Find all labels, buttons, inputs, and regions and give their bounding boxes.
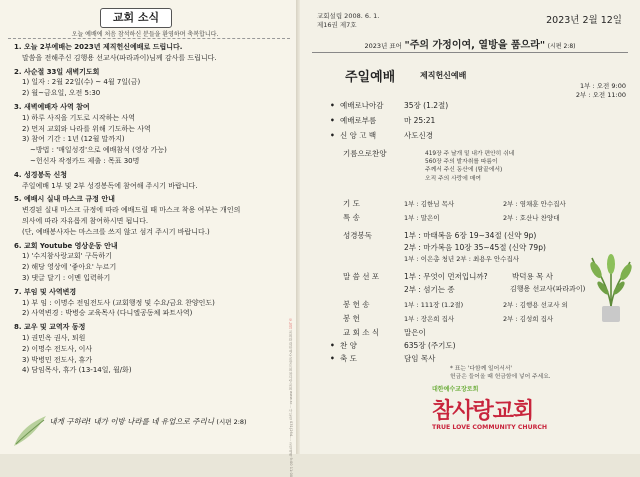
volume-number: 제16권 제7호 [317,21,357,29]
news-item-heading: 5. 예배시 실내 마스크 규정 안내 [14,195,115,204]
side-print-prefix: 오늘의 [289,318,293,329]
prayer-2: 2부 : 염채훈 안수집사 [503,200,566,208]
news-item-line: 1) 일자 : 2월 22일(수) ~ 4월 7일(금) [22,78,141,87]
footnote [300,365,640,381]
news-item-line: 2) 해당 영상에 '좋아요' 누르기 [22,263,117,272]
church-logo: 참사랑교회 [432,399,534,424]
news-item-line: 4) 담임목사, 휴가 (13-14일, 월/화) [22,366,132,375]
church-news-value: 말은이 [404,328,426,337]
worship-title: 주일예배 [345,70,396,85]
news-item-line: 주일예배 1부 및 2부 성경봉독에 참여해 주시기 바랍니다. [22,181,198,190]
hymn-value: 635장 (주기도) [404,341,456,350]
side-print [284,318,294,477]
prayer-1: 1부 : 김한님 목사 [404,200,455,208]
welcome-text: 오늘 예배에 처음 참석하신 분들을 환영하며 축복합니다. [71,31,219,38]
special-song-2: 2부 : 호산나 찬양대 [503,214,560,222]
hymn-line: 419장 주 날개 밑 내가 편안히 쉬네 [425,151,515,157]
praise-label: 기름으로찬양 [343,149,387,158]
hymn-label: 찬 양 [340,341,357,350]
offering-1: 1부 : 111장 (1.2절) [404,301,464,309]
news-item-heading: 7. 부임 및 사역변경 [14,287,77,296]
verse [0,416,296,427]
news-item-line: 1) 권민옥 권사, 퇴원 [22,333,86,342]
news-item-heading: 8. 교우 및 교역자 동정 [14,323,86,332]
news-item-line: 2) 이명수 전도사, 이사 [22,344,93,353]
scripture-label: 성경봉독 [343,231,372,240]
benediction-value: 담임 목사 [404,354,436,363]
hymn-line: 오직 주의 사랑에 매여 [425,175,481,182]
offering-2: 2부 : 김행용 선교사 외 [503,301,568,309]
scripture-2: 2부 : 마가복음 10장 35~45절 (신약 79p) [404,243,546,252]
news-list [14,42,290,379]
news-item-line: 변경된 실내 마스크 규정에 따라 예배드릴 때 마스크 착용 여부는 개인의 [22,206,241,215]
news-item-line: 1) 부 임 : 이명수 전임전도사 (교회행정 및 수요/금요 찬양인도) [22,298,215,307]
sermon-preacher-1: 박덕용 목 사 [512,272,553,281]
news-item-heading: 6. 교회 Youtube 영상운동 안내 [14,241,118,250]
news-item-heading: 1. 오늘 2부예배는 2023년 제직헌신예배로 드립니다. [14,43,183,51]
order-row [330,115,376,126]
worship-subtitle: 제직헌신예배 [420,71,467,80]
hymn-row [330,340,357,351]
scripture-readers: 1부 : 이은총 청년 2부 : 최용우 안수집사 [404,255,520,263]
benediction-row [330,353,357,364]
news-item-heading: 2. 사순절 33일 새벽기도회 [14,67,100,76]
special-song-label: 특 송 [343,213,360,222]
news-item-line: ~방법 : '매일성경'으로 예배참석 (영상 가능) [30,146,167,155]
service-time-2: 2부 : 오전 11:00 [575,91,626,99]
divider [8,38,290,39]
hymn-line: 주께서 주신 동산에 (탐끝에서) [425,167,503,174]
order-label: 예배로부름 [340,116,377,125]
sermon-title-1: 1부 : 무엇이 먼저입니까? [404,272,488,281]
bullet: • [330,131,335,140]
order-label: 신 앙 고 백 [340,131,377,140]
bullet: • [330,101,335,110]
news-item-line: 2) 먼저 교회와 나라를 위해 기도하는 사역 [22,124,151,133]
news-item-line: 1) 하루 사직을 기도로 시작하는 사역 [22,113,135,122]
news-item-heading: 3. 새벽예배자 사역 참여 [14,102,90,111]
dedication-1: 1부 : 장은희 집사 [404,315,455,323]
scripture-1: 1부 : 마태복음 6장 19~34절 (신약 9p) [404,231,537,240]
sermon-preacher-2: 김행용 선교사(파라과이) [510,285,586,293]
motto [300,36,640,51]
denomination: 대한예수교장로회 [432,386,479,393]
order-value: 35장 (1.2절) [404,101,449,110]
hymn-line: 560장 주의 발자취를 따름이 [425,159,498,166]
news-item-line: 1) '수지참사랑교회' 구독하기 [22,252,112,261]
side-print-text: 교회와 대한예수교장로회 참사랑교회 www.sc... 사무실 031)264-... 주일예배 9:00 11:00 [289,329,293,477]
bulletin-date: 2023년 2월 12일 [546,15,622,26]
order-label: 예배로나아감 [340,101,384,110]
news-item-heading: 4. 성경봉독 신청 [14,170,67,179]
spacer [14,376,290,379]
bullet: • [330,116,335,125]
motto-ref: (시편 2:8) [547,43,576,50]
news-item-line: 2) 월~금요일, 오전 5:30 [22,89,101,98]
benediction-label: 축 도 [340,354,357,363]
news-item-line: 말씀을 전해주신 김행용 선교사(파라과이)님께 감사를 드립니다. [22,53,217,62]
news-item-line: 2) 사역변경 : 박병승 교육목사 (다니엘공동체 파트사역) [22,309,193,318]
order-row [330,130,376,141]
news-item-line: (단, 예배봉사자는 마스크를 쓰지 않고 섬겨 주시기 바랍니다.) [22,227,210,236]
founded-date: 교회설립 2008. 6. 1. [317,12,380,20]
footnote-1: * 표는 '다함께 일어서서' [450,366,513,372]
news-item-line: ~헌신자 작정카드 제출 : 목표 30명 [30,156,140,165]
plant-icon [588,250,634,326]
news-item-line: 3) 박병민 전도사, 휴가 [22,355,93,364]
verse-text: 내게 구하라! 내가 이방 나라를 네 유업으로 주리니 [49,417,215,426]
news-title: 교회 소식 [100,8,172,28]
news-item-line: 3) 참여 기간 : 1년 (12월 말까지) [22,135,125,144]
worship-times [576,82,626,100]
verse-ref: (시편 2:8) [216,418,247,426]
issue-info [317,12,379,30]
footnote-2: 헌금은 들어올 때 헌금함에 넣어 주세요. [450,374,551,380]
prayer-label: 기 도 [343,199,360,208]
bullet: • [330,354,335,363]
order-value: 마 25:21 [404,116,436,125]
offering-label: 봉 헌 송 [343,300,370,309]
service-time-1: 1부 : 오전 9:00 [580,82,626,90]
dedication-2: 2부 : 김성희 집사 [503,315,554,323]
news-item-line: 의사에 따라 자유롭게 참여하시면 됩니다. [22,216,149,225]
bullet: • [330,341,335,350]
special-song-1: 1부 : 말은이 [404,214,440,222]
hymn-list [425,150,514,183]
sermon-title-2: 2부 : 섬기는 종 [404,285,455,294]
order-row [330,100,383,111]
order-value: 사도신경 [404,131,433,140]
dedication-label: 봉 헌 [343,314,360,323]
divider [312,52,628,53]
church-news-label: 교 회 소 식 [343,328,380,337]
church-english-name: TRUE LOVE COMMUNITY CHURCH [432,424,548,431]
sermon-label: 말 씀 선 포 [343,272,380,281]
news-item-line: 3) 댓글 달기 : 이멘 입력하기 [22,273,111,282]
motto-text: "주의 가정이여, 열방을 품으라" [404,40,546,51]
motto-label: 2023년 표어 [364,42,402,50]
